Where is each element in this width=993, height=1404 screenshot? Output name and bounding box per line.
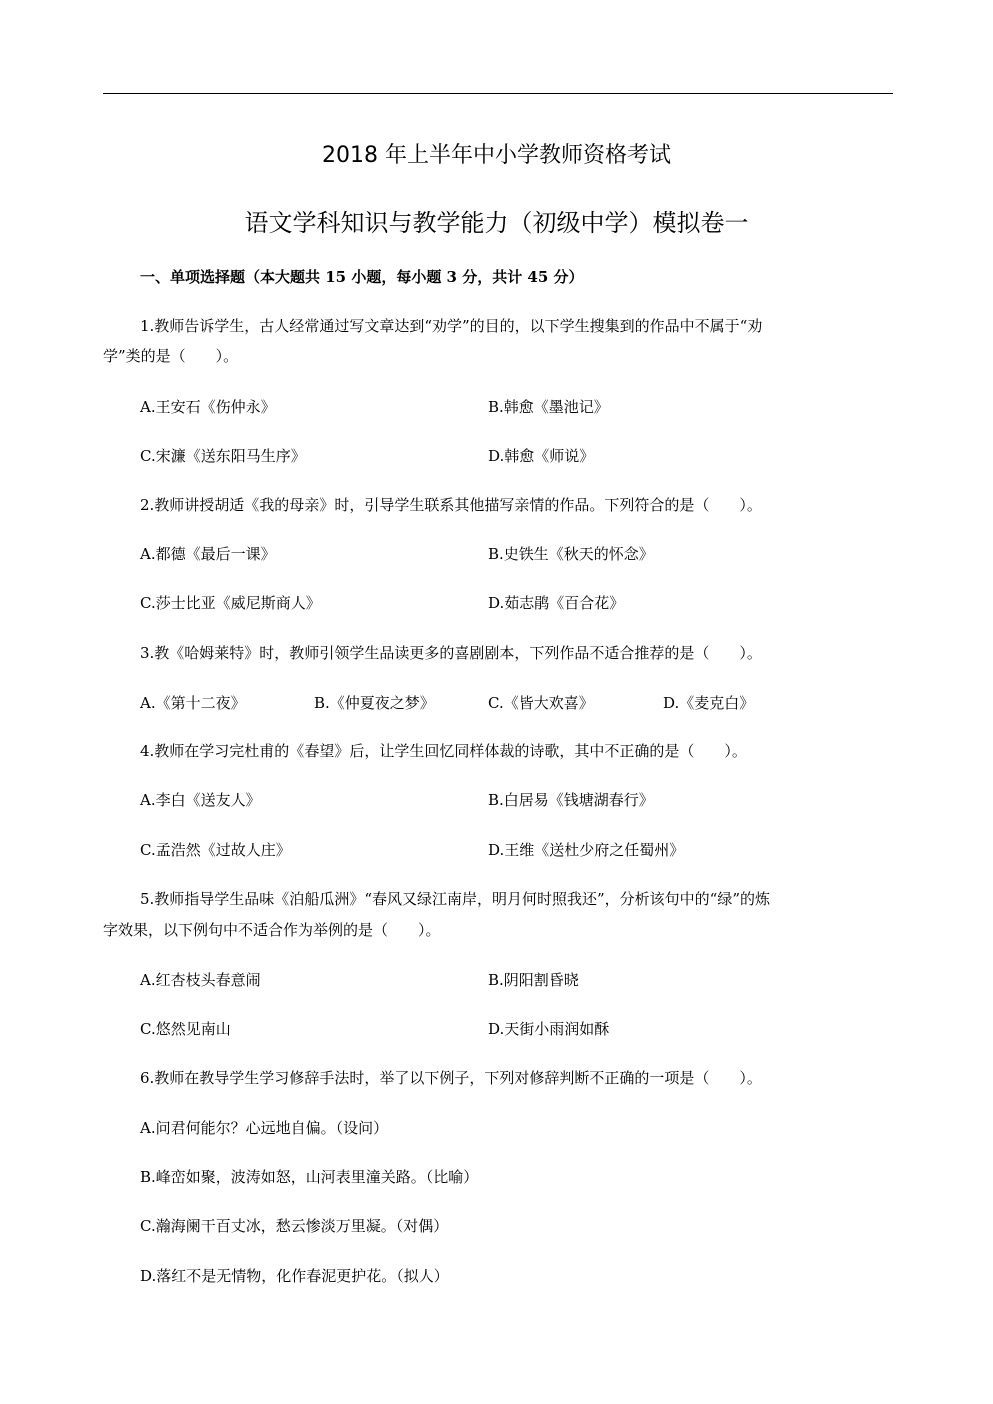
exam-subtitle: 语文学科知识与教学能力（初级中学）模拟卷一 [244, 209, 749, 237]
question-5-option-c: C.悠然见南山 [140, 1020, 231, 1038]
question-1-option-b: B.韩愈《墨池记》 [488, 398, 609, 416]
question-2-option-c: C.莎士比亚《威尼斯商人》 [140, 594, 321, 612]
question-6-option-d: D.落红不是无情物，化作春泥更护花。（拟人） [140, 1267, 449, 1285]
question-2-text: 2.教师讲授胡适《我的母亲》时，引导学生联系其他描写亲情的作品。下列符合的是（ ）。 [140, 496, 762, 514]
question-2-option-a: A.都德《最后一课》 [140, 545, 276, 563]
question-6-option-b: B.峰峦如聚，波涛如怒，山河表里潼关路。（比喻） [140, 1168, 479, 1186]
question-5-option-d: D.天街小雨润如酥 [488, 1020, 610, 1038]
section-heading: 一、单项选择题（本大题共 15 小题，每小题 3 分，共计 45 分） [140, 268, 584, 286]
question-5-text-cont: 字效果，以下例句中不适合作为举例的是（ ）。 [103, 921, 441, 939]
question-4-option-a: A.李白《送友人》 [140, 791, 261, 809]
question-3-option-a: A.《第十二夜》 [140, 694, 246, 712]
question-4-option-d: D.王维《送杜少府之任蜀州》 [488, 841, 685, 859]
question-6-option-a: A.问君何能尔？心远地自偏。（设问） [140, 1119, 389, 1137]
question-4-option-b: B.白居易《钱塘湖春行》 [488, 791, 654, 809]
question-1-text: 1.教师告诉学生，古人经常通过写文章达到“劝学”的目的，以下学生搜集到的作品中不属于“劝 [140, 317, 763, 335]
question-1-text-cont: 学”类的是（ ）。 [103, 347, 239, 365]
question-5-option-a: A.红杏枝头春意闹 [140, 971, 261, 989]
question-4-option-c: C.孟浩然《过故人庄》 [140, 841, 291, 859]
question-6-text: 6.教师在教导学生学习修辞手法时，举了以下例子，下列对修辞判断不正确的一项是（ ）。 [140, 1069, 762, 1087]
question-6-option-c: C.瀚海阑干百丈冰，愁云惨淡万里凝。（对偶） [140, 1217, 449, 1235]
question-3-text: 3.教《哈姆莱特》时，教师引领学生品读更多的喜剧剧本，下列作品不适合推荐的是（ ）。 [140, 644, 762, 662]
question-2-option-b: B.史铁生《秋天的怀念》 [488, 545, 654, 563]
question-2-option-d: D.茹志鹃《百合花》 [488, 594, 625, 612]
question-3-option-c: C.《皆大欢喜》 [488, 694, 594, 712]
question-1-option-d: D.韩愈《师说》 [488, 447, 595, 465]
exam-title: 2018 年上半年中小学教师资格考试 [322, 143, 671, 168]
question-5-option-b: B.阴阳割昏晓 [488, 971, 579, 989]
question-3-option-b: B.《仲夏夜之梦》 [314, 694, 435, 712]
question-1-option-a: A.王安石《伤仲永》 [140, 398, 276, 416]
question-3-option-d: D.《麦克白》 [663, 694, 755, 712]
question-4-text: 4.教师在学习完杜甫的《春望》后，让学生回忆同样体裁的诗歌，其中不正确的是（ ）。 [140, 742, 747, 760]
question-5-text: 5.教师指导学生品味《泊船瓜洲》“春风又绿江南岸，明月何时照我还”，分析该句中的“绿”的炼 [140, 890, 770, 908]
question-1-option-c: C.宋濂《送东阳马生序》 [140, 447, 306, 465]
header-rule [103, 93, 893, 94]
